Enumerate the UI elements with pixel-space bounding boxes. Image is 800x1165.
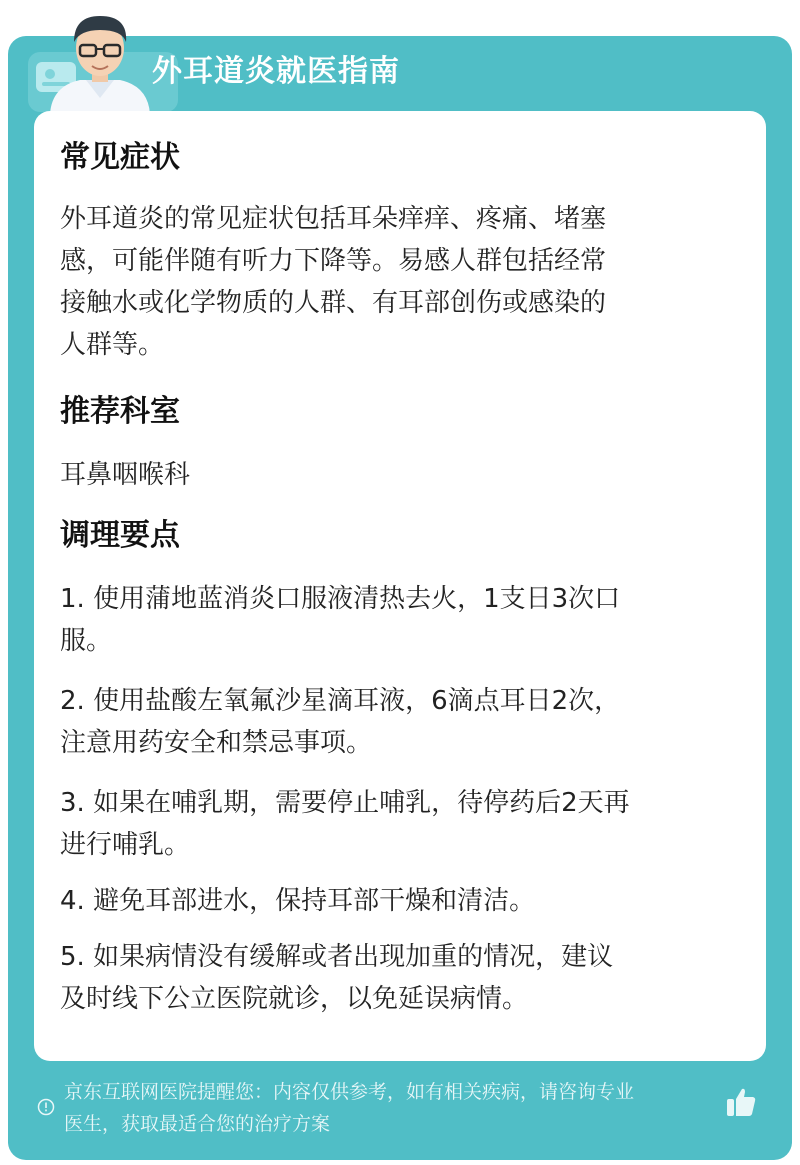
care-line: 4. 避免耳部进水，保持耳部干燥和清洁。 xyxy=(60,886,536,916)
symptoms-line: 感，可能伴随有听力下降等。易感人群包括经常 xyxy=(60,246,607,276)
care-line: 服。 xyxy=(60,626,113,656)
page-title: 外耳道炎就医指南 xyxy=(152,54,400,89)
care-heading: 调理要点 xyxy=(60,518,180,553)
department-heading: 推荐科室 xyxy=(60,394,180,429)
care-item-4 xyxy=(60,880,750,922)
symptoms-heading: 常见症状 xyxy=(60,140,180,175)
disclaimer-text xyxy=(64,1076,728,1140)
care-line: 1. 使用蒲地蓝消炎口服液清热去火，1支日3次口 xyxy=(60,584,621,614)
thumbs-up-icon[interactable] xyxy=(724,1085,758,1119)
disclaimer-line: 京东互联网医院提醒您：内容仅供参考，如有相关疾病，请咨询专业 xyxy=(64,1081,635,1103)
info-icon xyxy=(37,1098,55,1116)
disclaimer-line: 医生，获取最适合您的治疗方案 xyxy=(64,1113,331,1135)
symptoms-line: 接触水或化学物质的人群、有耳部创伤或感染的 xyxy=(60,288,607,318)
doctor-avatar-icon xyxy=(40,8,160,114)
care-line: 5. 如果病情没有缓解或者出现加重的情况，建议 xyxy=(60,942,614,972)
care-line: 2. 使用盐酸左氧氟沙星滴耳液，6滴点耳日2次， xyxy=(60,686,621,716)
care-item-3 xyxy=(60,782,750,866)
care-item-5 xyxy=(60,936,750,1020)
symptoms-line: 人群等。 xyxy=(60,330,165,360)
symptoms-line: 外耳道炎的常见症状包括耳朵痒痒、疼痛、堵塞 xyxy=(60,204,607,234)
care-line: 注意用药安全和禁忌事项。 xyxy=(60,728,373,758)
care-item-1 xyxy=(60,578,750,662)
care-line: 进行哺乳。 xyxy=(60,830,191,860)
care-line: 3. 如果在哺乳期，需要停止哺乳，待停药后2天再 xyxy=(60,788,630,818)
symptoms-text xyxy=(60,198,750,366)
care-line: 及时线下公立医院就诊，以免延误病情。 xyxy=(60,984,529,1014)
department-text: 耳鼻咽喉科 xyxy=(60,460,191,490)
care-item-2 xyxy=(60,680,750,764)
